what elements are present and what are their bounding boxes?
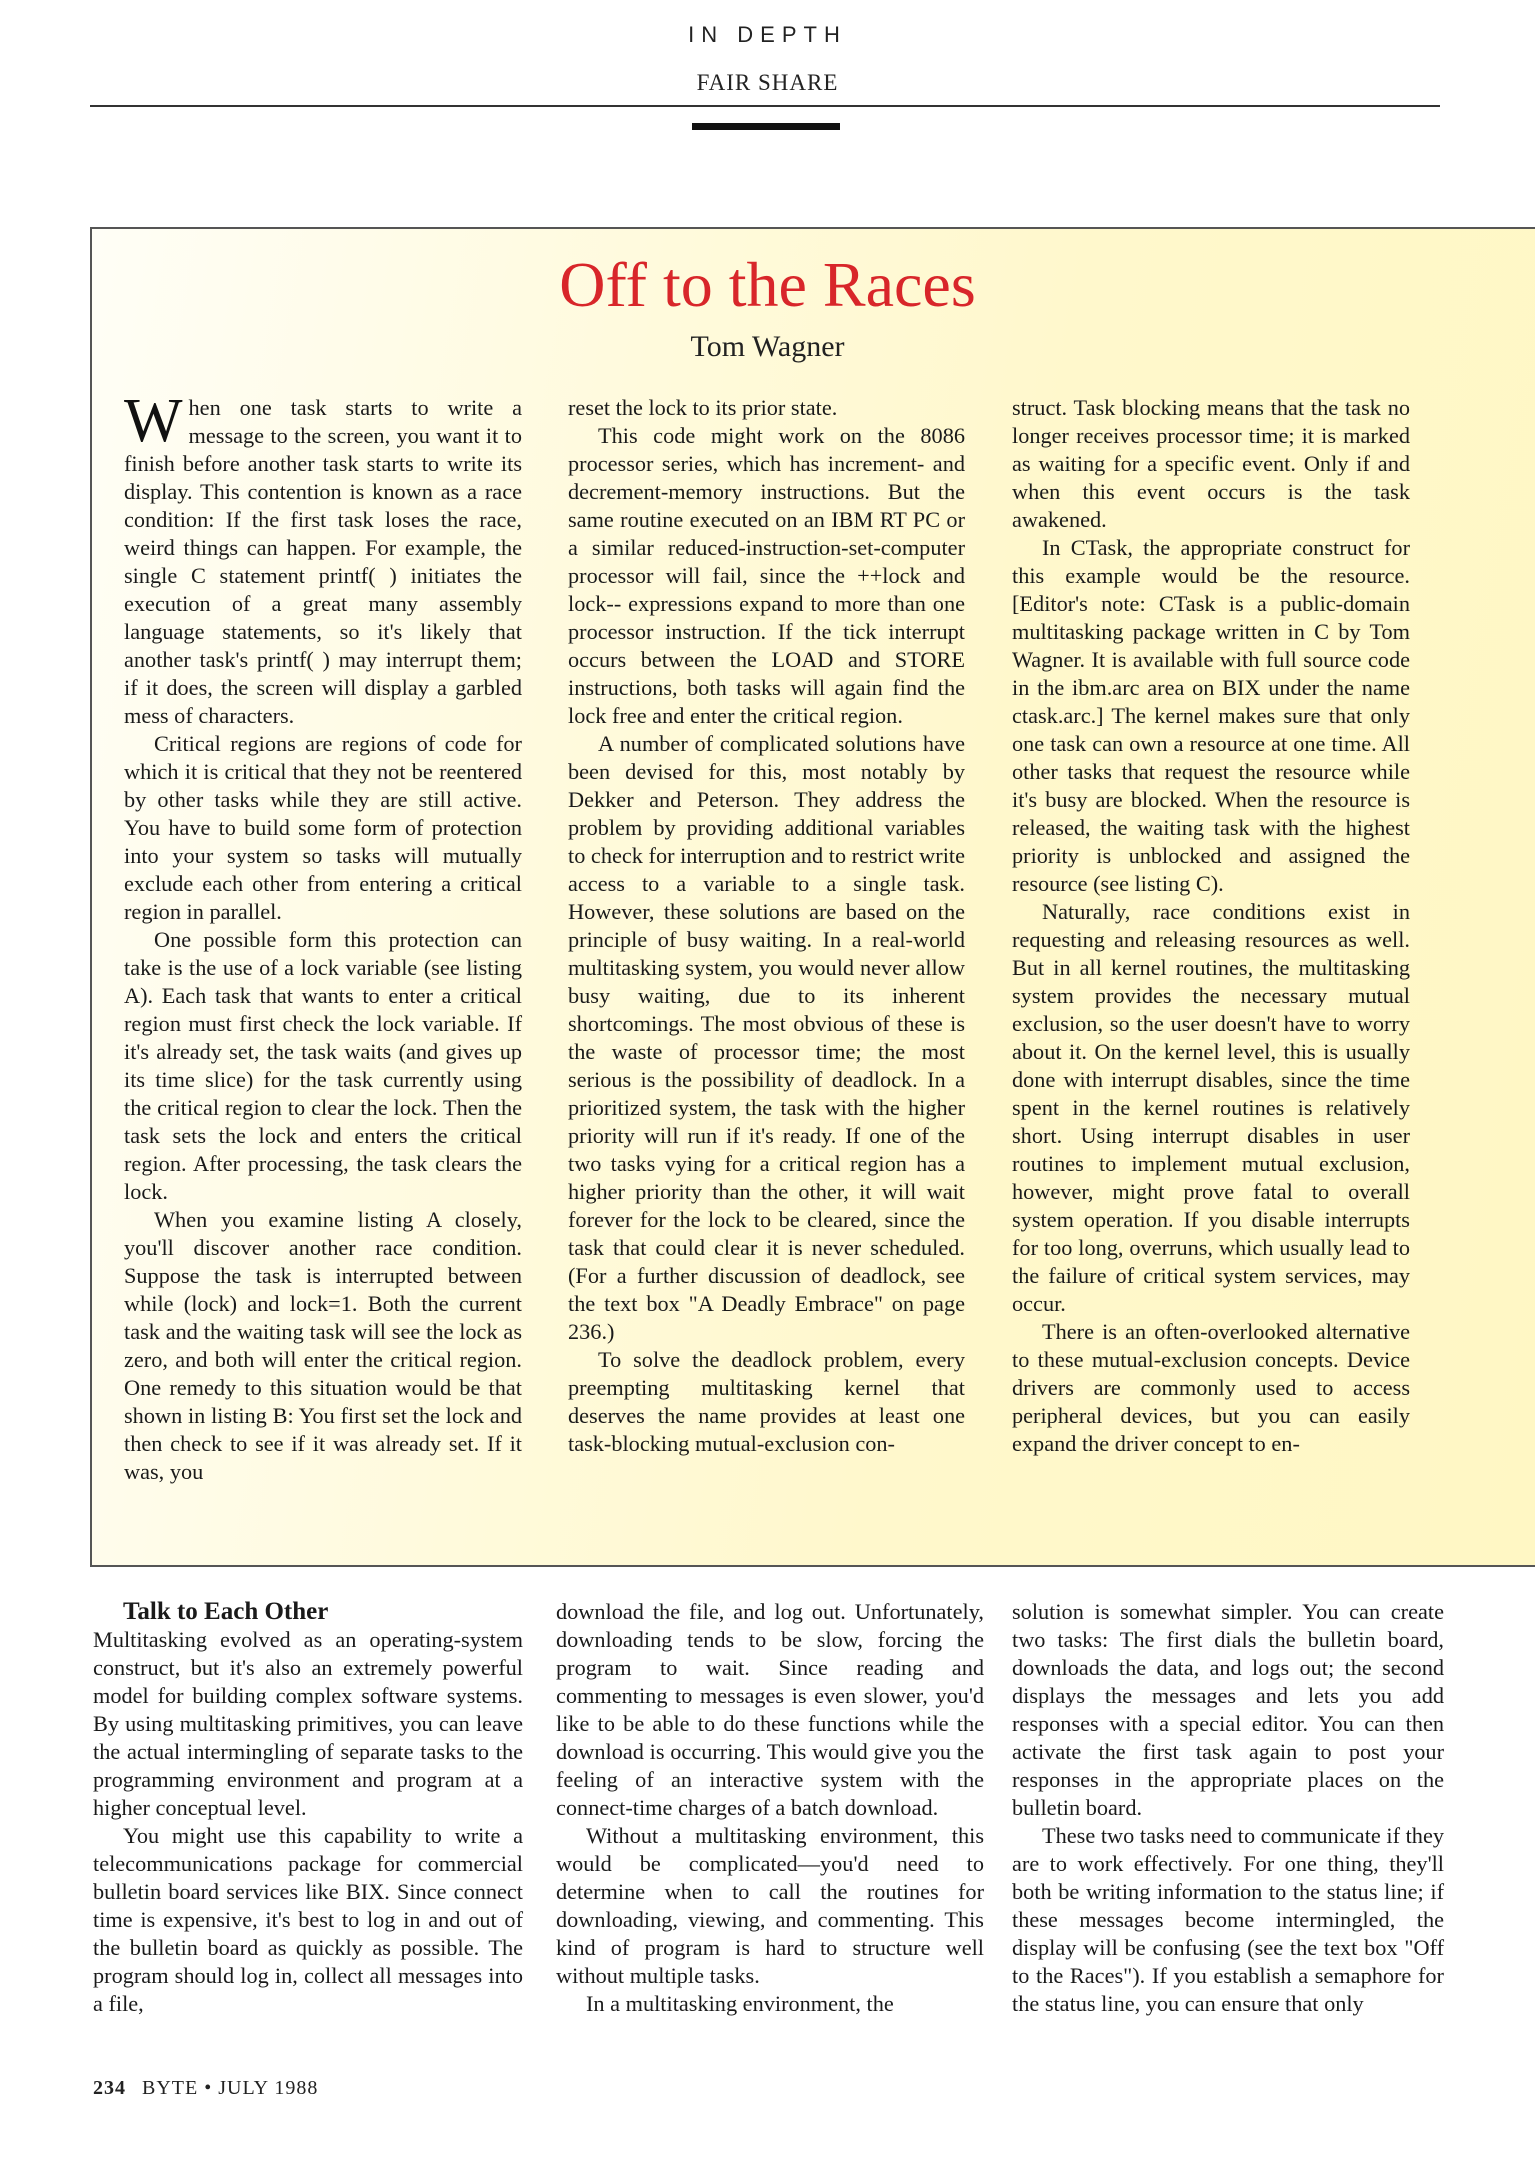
sidebar-title: Off to the Races xyxy=(559,249,976,320)
page-number: 234 xyxy=(93,2077,126,2099)
paragraph: When you examine listing A closely, you'll discover another race condition. Suppose the task is interrupted between while (lock) and lock=1. Both the current task and the waiting task will see the lock as zero, and both will enter the critical region. One remedy to this situation would be that shown in listing B: You first set the lock and then check to see if it was already set. If it was, you xyxy=(124,1207,522,1484)
sidebar-column-3 xyxy=(1012,394,1410,1458)
article-column-2 xyxy=(556,1598,984,2018)
header-rule xyxy=(90,105,1440,107)
paragraph: When one task starts to write a message to the screen, you want it to finish before another task starts to write its display. This contention is known as a race condition: If the first task loses the race, weird things can happen. For example, the single C statement printf( ) initiates the execution of a great many assembly language statements, so it's likely that another task's printf( ) may interrupt them; if it does, the screen will display a garbled mess of characters. xyxy=(124,387,522,728)
paragraph: Critical regions are regions of code for which it is critical that they not be reentered by other tasks while they are still active. You have to build some form of protection into your system so tasks will mutually exclude each other from entering a critical region in parallel. xyxy=(124,731,522,924)
paragraph: struct. Task blocking means that the task no longer receives processor time; it is marked as waiting for a specific event. Only if and when this event occurs is the task awakened. xyxy=(1012,395,1410,532)
paragraph: download the file, and log out. Unfortunately, downloading tends to be slow, forcing the program to wait. Since reading and commenting to messages is even slower, you'd like to be able to do these functions while the download is occurring. This would give you the feeling of an interactive system with the connect-time charges of a batch download. xyxy=(556,1599,984,1820)
paragraph: Without a multitasking environment, this would be complicated—you'd need to determine when to call the routines for downloading, viewing, and commenting. This kind of program is hard to structure well without multiple tasks. xyxy=(556,1823,984,1988)
paragraph: You might use this capability to write a telecommunications package for commercial bulletin board services like BIX. Since connect time is expensive, it's best to log in and out of the bulletin board as quickly as possible. The program should log in, collect all messages into a file, xyxy=(93,1823,523,2016)
sidebar-column-2 xyxy=(568,394,965,1458)
page-footer xyxy=(93,2077,318,2100)
paragraph: In CTask, the appropriate construct for this example would be the resource. [Editor's note: CTask is a public-domain multitasking package written in C by Tom Wagner. It is available with full source code in the ibm.arc area on BIX under the name ctask.arc.] The kernel makes sure that only one task can own a resource at one time. All other tasks that request the resource while it's busy are blocked. When the resource is released, the waiting task with the highest priority is unblocked and assigned the resource (see listing C). xyxy=(1012,535,1410,896)
section-subtitle: FAIR SHARE xyxy=(696,70,839,95)
section-heading: Talk to Each Other xyxy=(123,1598,329,1625)
article-column-3 xyxy=(1012,1598,1444,2018)
paragraph: In a multitasking environment, the xyxy=(586,1991,894,2016)
paragraph: To solve the deadlock problem, every preempting multitasking kernel that deserves the name provides at least one task-blocking mutual-exclusion con- xyxy=(568,1347,965,1456)
paragraph: reset the lock to its prior state. xyxy=(568,395,838,420)
drop-cap: W xyxy=(124,387,183,455)
publication-info: BYTE • JULY 1988 xyxy=(142,2077,319,2099)
sidebar-byline: Tom Wagner xyxy=(690,330,845,363)
header-bar xyxy=(692,123,840,130)
paragraph: These two tasks need to communicate if they are to work effectively. For one thing, they'll both be writing information to the status line; if these messages become intermingled, the display will be confusing (see the text box "Off to the Races"). If you establish a semaphore for the status line, you can ensure that only xyxy=(1012,1823,1444,2016)
paragraph: Naturally, race conditions exist in requesting and releasing resources as well. But in all kernel routines, the multitasking system provides the necessary mutual exclusion, so the user doesn't have to worry about it. On the kernel level, this is usually done with interrupt disables, since the time spent in the kernel routines is relatively short. Using interrupt disables in user routines to implement mutual exclusion, however, might prove fatal to overall system operation. If you disable interrupts for too long, overruns, which usually lead to the failure of critical system services, may occur. xyxy=(1012,899,1410,1316)
paragraph: solution is somewhat simpler. You can create two tasks: The first dials the bulletin board, downloads the data, and logs out; the second displays the messages and lets you add responses with a special editor. You can then activate the first task again to post your responses in the appropriate places on the bulletin board. xyxy=(1012,1599,1444,1820)
paragraph: A number of complicated solutions have been devised for this, most notably by Dekker and Peterson. They address the problem by providing additional variables to check for interruption and to restrict write access to a variable to a single task. However, these solutions are based on the principle of busy waiting. In a real-world multitasking system, you would never allow busy waiting, due to its inherent shortcomings. The most obvious of these is the waste of processor time; the most serious is the possibility of deadlock. In a prioritized system, the task with the higher priority will run if it's ready. If one of the two tasks vying for a critical region has a higher priority than the other, it will wait forever for the lock to be cleared, since the task that could clear it is never scheduled. (For a further discussion of deadlock, see the text box "A Deadly Embrace" on page 236.) xyxy=(568,731,965,1344)
paragraph: There is an often-overlooked alternative to these mutual-exclusion concepts. Device drivers are commonly used to access peripheral devices, but you can easily expand the driver concept to en- xyxy=(1012,1319,1410,1456)
sidebar-column-1 xyxy=(124,387,522,1486)
section-label: IN DEPTH xyxy=(688,22,847,47)
paragraph: One possible form this protection can take is the use of a lock variable (see listing A). Each task that wants to enter a critical region must first check the lock variable. If it's already set, the task waits (and gives up its time slice) for the task currently using the critical region to clear the lock. Then the task sets the lock and enters the critical region. After processing, the task clears the lock. xyxy=(124,927,522,1204)
paragraph: Multitasking evolved as an operating-system construct, but it's also an extremely powerful model for building complex software systems. By using multitasking primitives, you can leave the actual intermingling of separate tasks to the programming environment and program at a higher conceptual level. xyxy=(93,1627,523,1820)
article-column-1 xyxy=(93,1598,523,2018)
paragraph: This code might work on the 8086 processor series, which has increment- and decrement-memory instructions. But the same routine executed on an IBM RT PC or a similar reduced-instruction-set-computer processor will fail, since the ++lock and lock-- expressions expand to more than one processor instruction. If the tick interrupt occurs between the LOAD and STORE instructions, both tasks will again find the lock free and enter the critical region. xyxy=(568,423,965,728)
